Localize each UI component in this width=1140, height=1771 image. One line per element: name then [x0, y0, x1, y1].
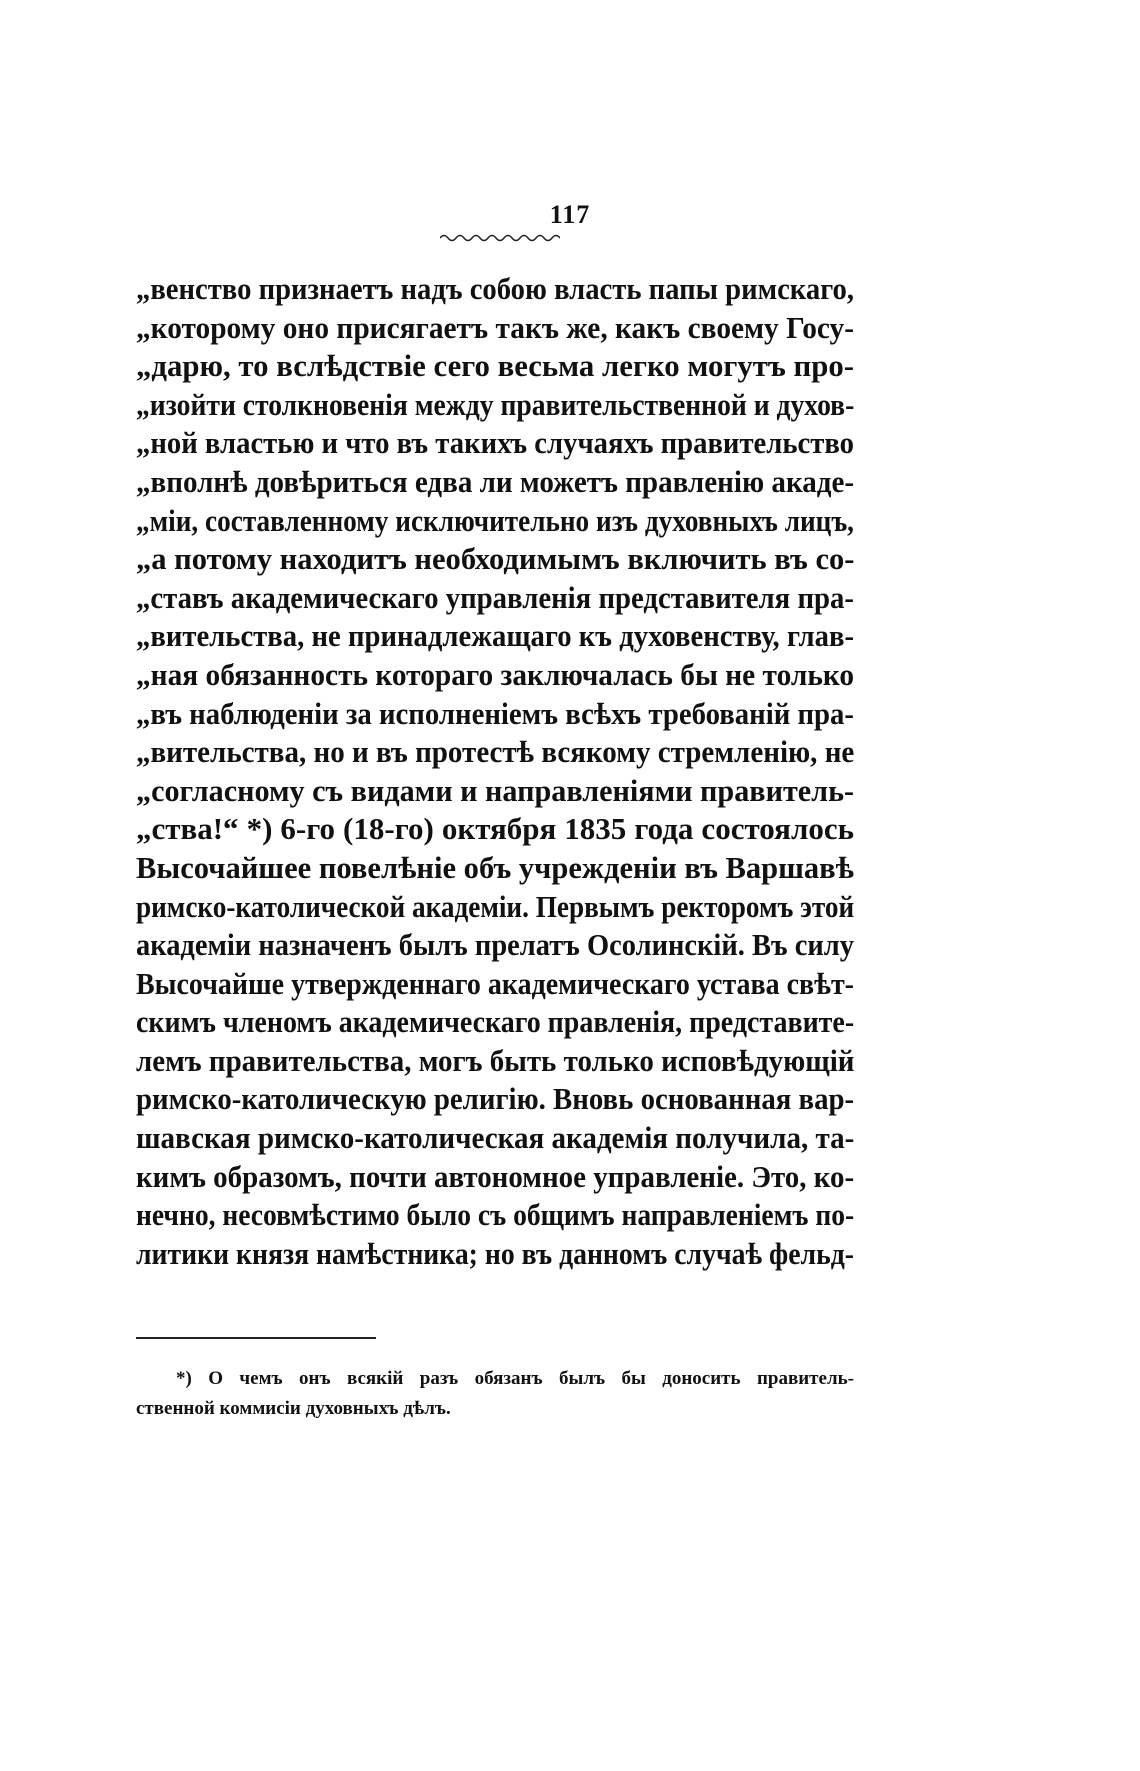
text-line: „ная обязанность котораго заключалась бы не только: [136, 656, 854, 692]
text-line: „согласному съ видами и направленіями правитель-: [136, 772, 854, 808]
text-line: „которому оно присягаетъ такъ же, какъ своему Госу-: [136, 309, 854, 345]
text-line: „вполнѣ довѣриться едва ли можетъ правленію акаде-: [136, 463, 854, 499]
text-line: „а потому находитъ необходимымъ включить въ со-: [136, 541, 854, 577]
text-line: шавская римско-католическая академія получила, та-: [136, 1120, 854, 1156]
text-line: „вительства, но и въ протестѣ всякому стремленію, не: [136, 734, 854, 770]
text-line: нечно, несовмѣстимо было съ общимъ направленіемъ по-: [136, 1197, 854, 1233]
text-line: римско-католической академіи. Первымъ ректоромъ этой: [136, 888, 854, 924]
text-line: лемъ правительства, могъ быть только исповѣдующій: [136, 1042, 854, 1078]
footnote-line: *) О чемъ онъ всякій разъ обязанъ былъ бы доносить правитель-: [176, 1368, 854, 1389]
page-number: 117: [549, 200, 591, 229]
text-line: академіи назначенъ былъ прелатъ Осолинскій. Въ силу: [136, 927, 854, 963]
text-line: „ной властью и что въ такихъ случаяхъ правительство: [136, 425, 854, 461]
text-line: „изойти столкновенія между правительственной и духов-: [136, 386, 854, 422]
footnote: [136, 1364, 854, 1424]
text-line: „дарю, то вслѣдствіе сего весьма легко могутъ про-: [136, 348, 854, 384]
text-line: „міи, составленному исключительно изъ духовныхъ лицъ,: [136, 502, 854, 538]
footnote-divider: [136, 1337, 376, 1339]
wavy-underline-ornament: [440, 232, 560, 244]
footnote-line: ственной коммисіи духовныхъ дѣлъ.: [136, 1398, 451, 1419]
text-line: Высочайше утвержденнаго академическаго устава свѣт-: [136, 965, 854, 1001]
body-text: [136, 270, 854, 1273]
text-line: „венство признаетъ надъ собою власть папы римскаго,: [136, 271, 854, 306]
text-line: Высочайшее повелѣніе объ учрежденіи въ Варшавѣ: [136, 849, 854, 885]
text-line: кимъ образомъ, почти автономное управленіе. Это, ко-: [136, 1158, 854, 1194]
text-line: „ства!“ *) 6-го (18-го) октября 1835 года состоялось: [136, 811, 854, 847]
text-line: „въ наблюденіи за исполненіемъ всѣхъ требованій пра-: [136, 695, 854, 731]
text-line: скимъ членомъ академическаго правленія, представите-: [136, 1004, 854, 1040]
text-line: римско-католическую религію. Вновь основанная вар-: [136, 1081, 854, 1117]
text-line: „вительства, не принадлежащаго къ духовенству, глав-: [136, 618, 854, 654]
text-line: литики князя намѣстника; но въ данномъ случаѣ фельд-: [136, 1235, 854, 1271]
text-line: „ставъ академическаго управленія представителя пра-: [136, 579, 854, 615]
